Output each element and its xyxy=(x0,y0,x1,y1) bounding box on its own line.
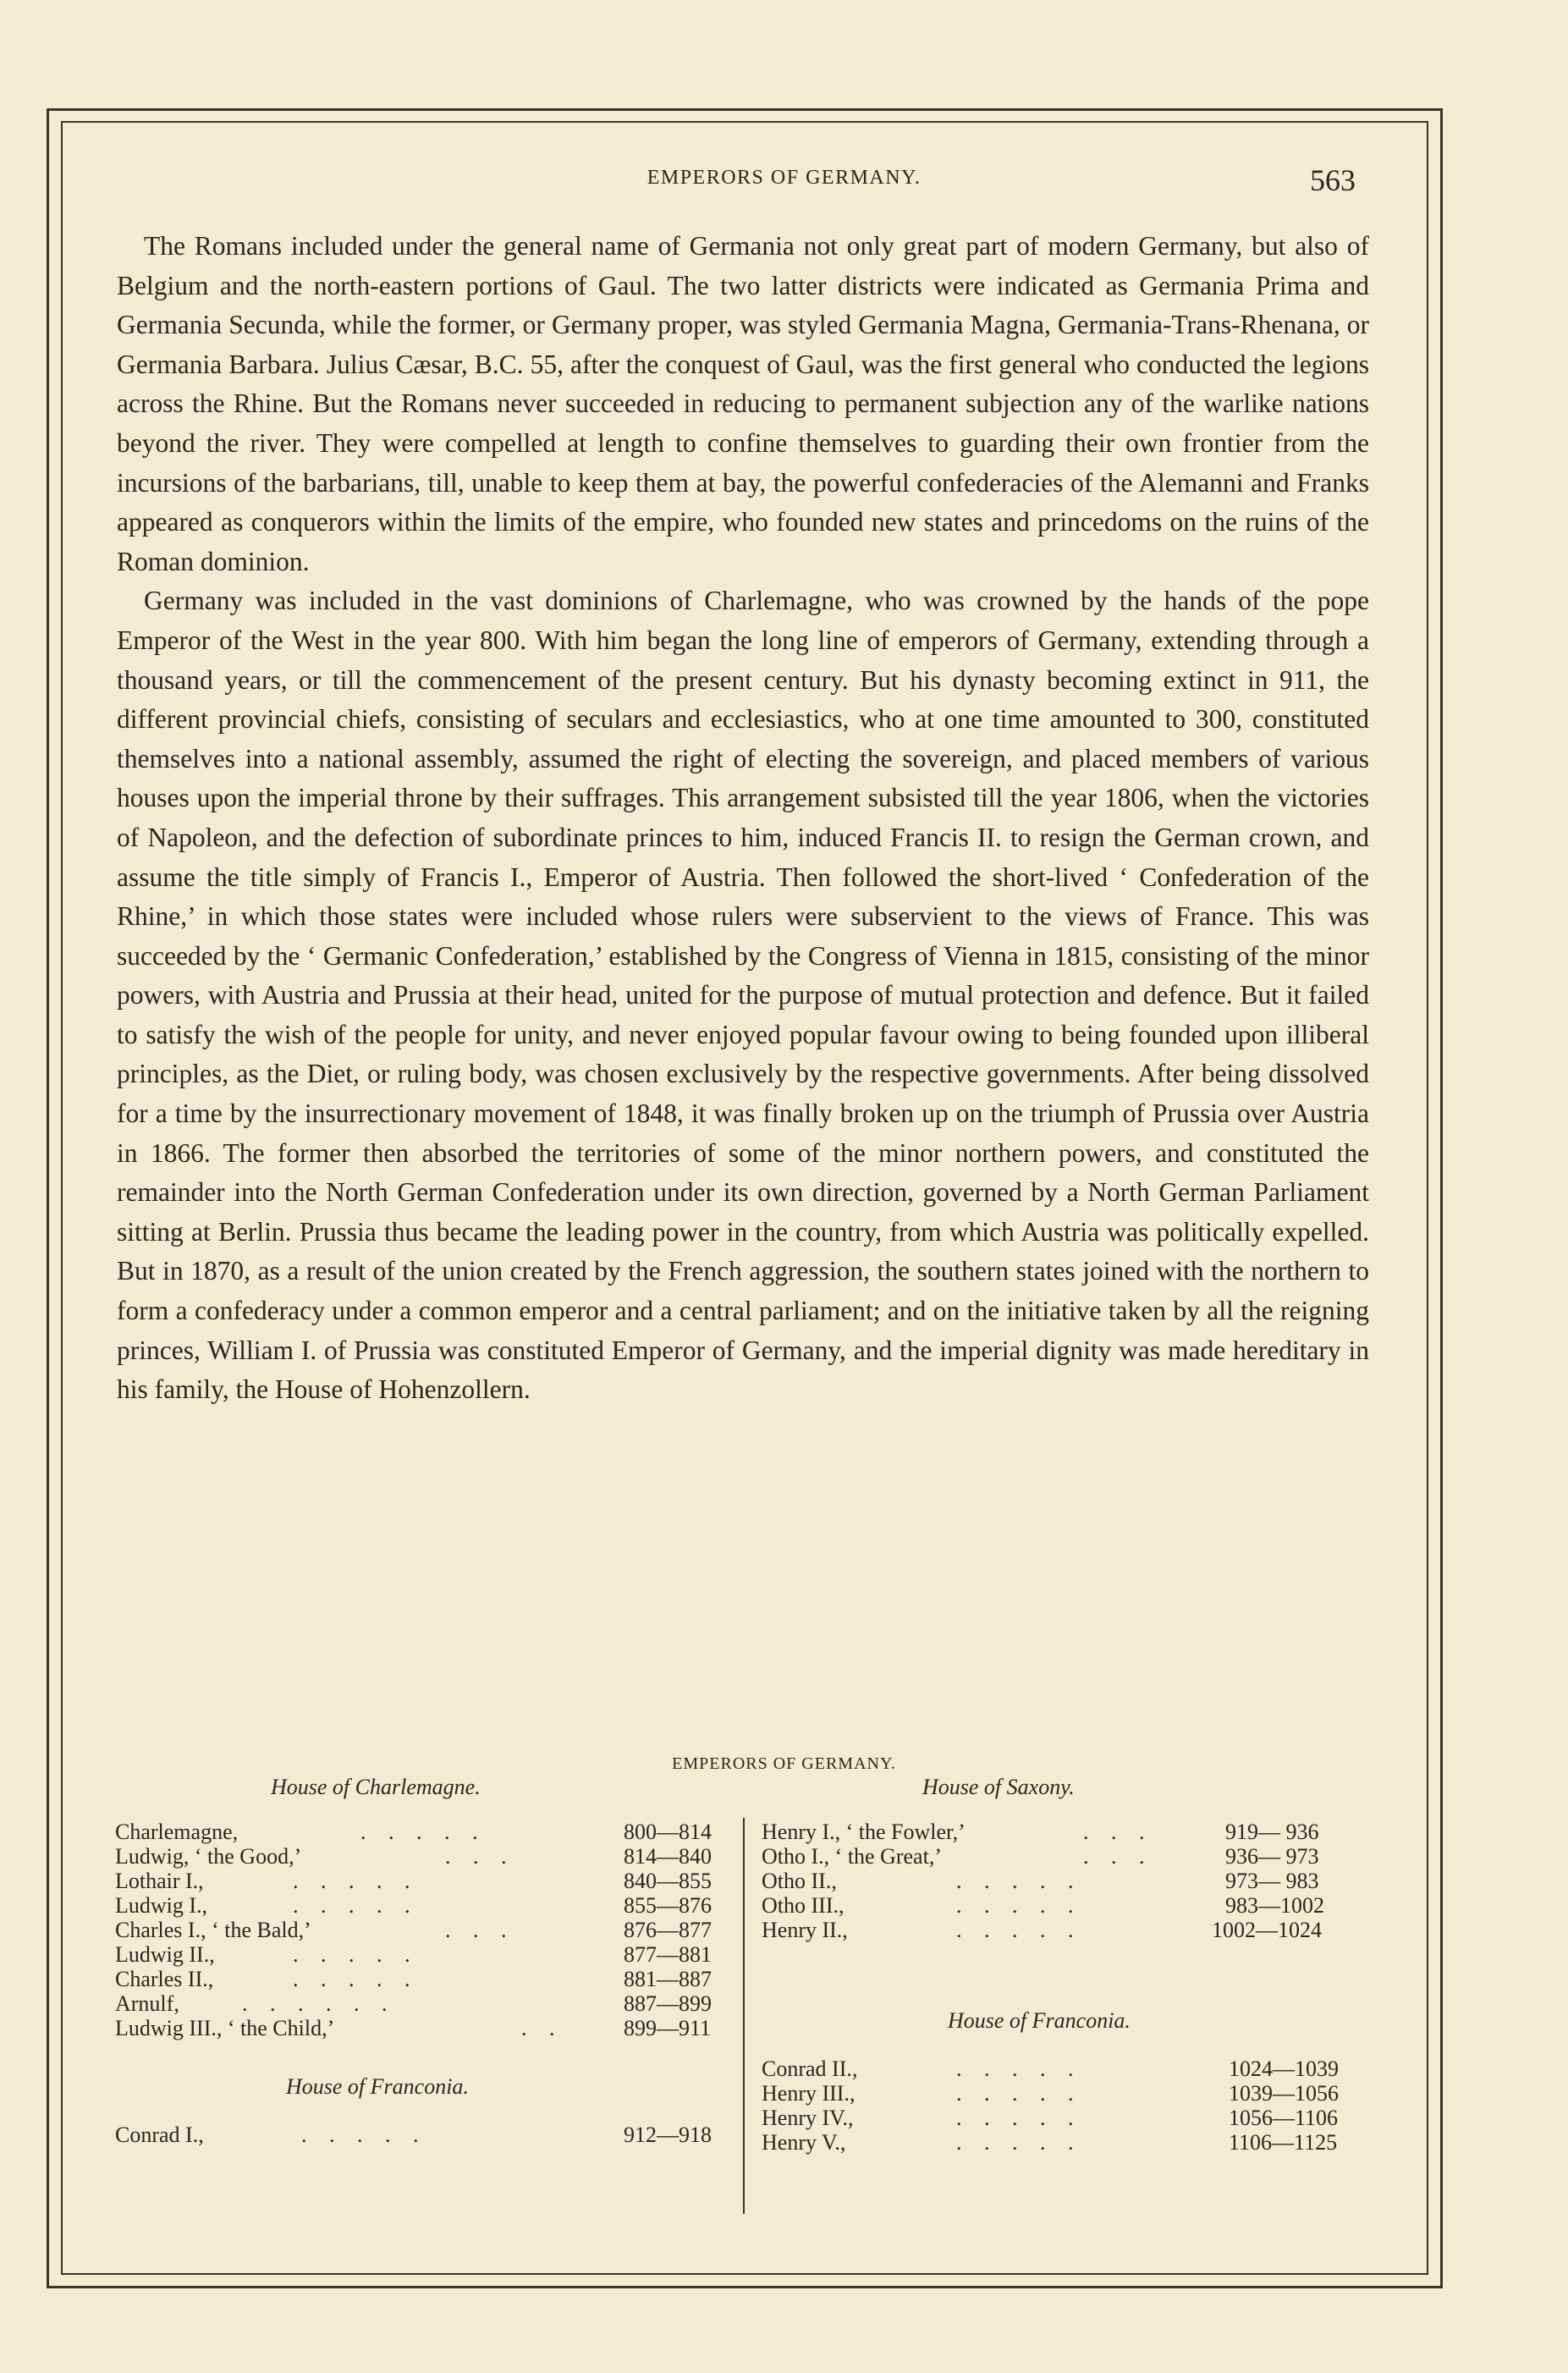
body-text xyxy=(117,227,1369,1410)
paragraph-1: The Romans included under the general name of Germania not only great part of modern Germany, but also of Belgium and the north-eastern portions of Gaul. The two latter districts were indicated as Germania Prima and Germania Secunda, while the former, or Germany proper, was styled Germania Magna, Germania-Trans-Rhenana, or Germania Barbara. Julius Cæsar, B.C. 55, after the conquest of Gaul, was the first general who conducted the legions across the Rhine. But the Romans never succeeded in reducing to permanent subjection any of the warlike nations beyond the river. They were compelled at length to confine themselves to guarding their own frontier from the incursions of the barbarians, till, unable to keep them at bay, the powerful confederacies of the Alemanni and Franks appeared as conquerors within the limits of the empire, who founded new states and princedoms on the ruins of the Roman dominion. xyxy=(117,231,1369,576)
emperor-name: Charles II., xyxy=(115,1967,214,1991)
paragraph-2: Germany was included in the vast dominions of Charlemagne, who was crowned by the hands of the pope Emperor of the West in the year 800. With him began the long line of emperors of Germany, extending through a thousand years, or till the commencement of the present century. But his dynasty becoming extinct in 911, the different provincial chiefs, consisting of seculars and ecclesiastics, who at one time amounted to 300, constituted themselves into a national assembly, assumed the right of electing the sovereign, and placed members of various houses upon the imperial throne by their suffrages. This arrangement subsisted till the year 1806, when the victories of Napoleon, and the defection of subordinate princes to him, induced Francis II. to resign the German crown, and assume the title simply of Francis I., Emperor of Austria. Then followed the short-lived ‘ Confederation of the Rhine,’ in which those states were included whose rulers were subservient to the views of France. This was succeeded by the ‘ Germanic Confederation,’ established by the Congress of Vienna in 1815, consisting of the minor powers, with Austria and Prussia at their head, united for the purpose of mutual protection and defence. But it failed to satisfy the wish of the people for unity, and never enjoyed popular favour owing to being founded upon illiberal principles, as the Diet, or ruling body, was chosen exclusively by the respective governments. After being dissolved for a time by the insurrectionary movement of 1848, it was finally broken up on the triumph of Prussia over Austria in 1866. The former then absorbed the territories of some of the minor northern powers, and constituted the remainder into the North German Confederation under its own direction, governed by a North German Parliament sitting at Berlin. Prussia thus became the leading power in the country, from which Austria was politically expelled. But in 1870, as a result of the union created by the French aggression, the southern states joined with the northern to form a confederacy under a common emperor and a central parliament; and on the initiative taken by all the reigning princes, William I. of Prussia was constituted Emperor of Germany, and the imperial dignity was made hereditary in his family, the House of Hohenzollern. xyxy=(117,586,1369,1405)
table-row xyxy=(115,2016,741,2041)
reign-years: 912—918 xyxy=(624,2122,712,2147)
leader-dots: . . . . . xyxy=(956,2130,1082,2155)
emperor-name: Lothair I., xyxy=(115,1869,204,1893)
table-row xyxy=(762,1893,1388,1919)
table-caption: EMPERORS OF GERMANY. xyxy=(672,1754,896,1773)
house-franconia-heading: House of Franconia. xyxy=(286,2074,469,2099)
table-row xyxy=(115,2122,741,2148)
reign-years: 973— 983 xyxy=(1225,1869,1319,1893)
reign-years: 1106—1125 xyxy=(1229,2130,1338,2155)
emperor-name: Otho I., ‘ the Great,’ xyxy=(762,1844,942,1869)
table-row xyxy=(762,2081,1388,2106)
reign-years: 1039—1056 xyxy=(1229,2081,1339,2106)
table-row xyxy=(762,2130,1388,2156)
reign-years: 881—887 xyxy=(624,1967,712,1991)
emperor-name: Charles I., ‘ the Bald,’ xyxy=(115,1918,311,1942)
leader-dots: . . . . . . xyxy=(242,1991,396,2016)
leader-dots: . . . xyxy=(445,1844,515,1869)
reign-years: 877—881 xyxy=(624,1942,712,1967)
emperor-name: Ludwig II., xyxy=(115,1942,215,1967)
table-row xyxy=(115,1918,741,1943)
leader-dots: . . . xyxy=(1083,1820,1153,1844)
table-row xyxy=(115,1967,741,1992)
table-column-divider xyxy=(743,1818,745,2214)
table-row xyxy=(762,1844,1388,1869)
leader-dots: . . . . . xyxy=(293,1967,419,1991)
reign-years: 899—911 xyxy=(624,2016,712,2040)
emperor-name: Henry V., xyxy=(762,2130,846,2155)
reign-years: 983—1002 xyxy=(1225,1893,1324,1918)
reign-years: 919— 936 xyxy=(1225,1820,1319,1844)
house-saxony-heading: House of Saxony. xyxy=(922,1775,1075,1799)
table-row xyxy=(762,1918,1388,1943)
reign-years: 887—899 xyxy=(624,1991,712,2016)
emperor-name: Henry I., ‘ the Fowler,’ xyxy=(762,1820,966,1844)
emperor-name: Conrad I., xyxy=(115,2122,204,2147)
emperor-name: Charlemagne, xyxy=(115,1820,239,1844)
table-row xyxy=(762,1820,1388,1845)
leader-dots: . . . . . xyxy=(956,1869,1082,1893)
table-row xyxy=(762,1869,1388,1894)
emperor-name: Ludwig, ‘ the Good,’ xyxy=(115,1844,302,1869)
table-row xyxy=(115,1820,741,1845)
leader-dots: . . . . . xyxy=(956,1893,1082,1918)
table-row xyxy=(115,1869,741,1894)
emperor-name: Henry III., xyxy=(762,2081,856,2106)
table-row xyxy=(115,1893,741,1919)
reign-years: 800—814 xyxy=(624,1820,712,1844)
table-row xyxy=(762,2106,1388,2131)
leader-dots: . . . . . xyxy=(301,2122,427,2147)
leader-dots: . . . . . xyxy=(293,1869,419,1893)
reign-years: 1002—1024 xyxy=(1212,1918,1322,1942)
emperor-name: Otho II., xyxy=(762,1869,837,1893)
house-franconia-right-heading: House of Franconia. xyxy=(948,2008,1131,2033)
leader-dots: . . . xyxy=(1083,1844,1153,1869)
emperor-name: Arnulf, xyxy=(115,1991,179,2016)
leader-dots: . . . . . xyxy=(360,1820,487,1844)
running-head: EMPERORS OF GERMANY. xyxy=(646,167,922,189)
emperor-name: Conrad II., xyxy=(762,2056,858,2081)
reign-years: 814—840 xyxy=(624,1844,712,1869)
reign-years: 1056—1106 xyxy=(1229,2106,1339,2130)
leader-dots: . . . xyxy=(445,1918,515,1942)
house-charlemagne-heading: House of Charlemagne. xyxy=(271,1775,481,1799)
table-row xyxy=(115,1942,741,1968)
leader-dots: . . . . . xyxy=(293,1893,419,1918)
emperor-name: Ludwig I., xyxy=(115,1893,208,1918)
emperor-name: Henry II., xyxy=(762,1918,848,1942)
leader-dots: . . xyxy=(521,2016,564,2040)
reign-years: 840—855 xyxy=(624,1869,712,1893)
emperor-name: Henry IV., xyxy=(762,2106,854,2130)
leader-dots: . . . . . xyxy=(956,1918,1082,1942)
leader-dots: . . . . . xyxy=(293,1942,419,1967)
emperor-name: Ludwig III., ‘ the Child,’ xyxy=(115,2016,335,2040)
leader-dots: . . . . . xyxy=(956,2056,1082,2081)
table-row xyxy=(115,1991,741,2017)
emperor-name: Otho III., xyxy=(762,1893,845,1918)
table-row xyxy=(762,2056,1388,2082)
reign-years: 855—876 xyxy=(624,1893,712,1918)
table-row xyxy=(115,1844,741,1869)
reign-years: 1024—1039 xyxy=(1229,2056,1339,2081)
leader-dots: . . . . . xyxy=(956,2081,1082,2106)
reign-years: 876—877 xyxy=(624,1918,712,1942)
leader-dots: . . . . . xyxy=(956,2106,1082,2130)
page-number: 563 xyxy=(1310,163,1356,197)
reign-years: 936— 973 xyxy=(1225,1844,1319,1869)
